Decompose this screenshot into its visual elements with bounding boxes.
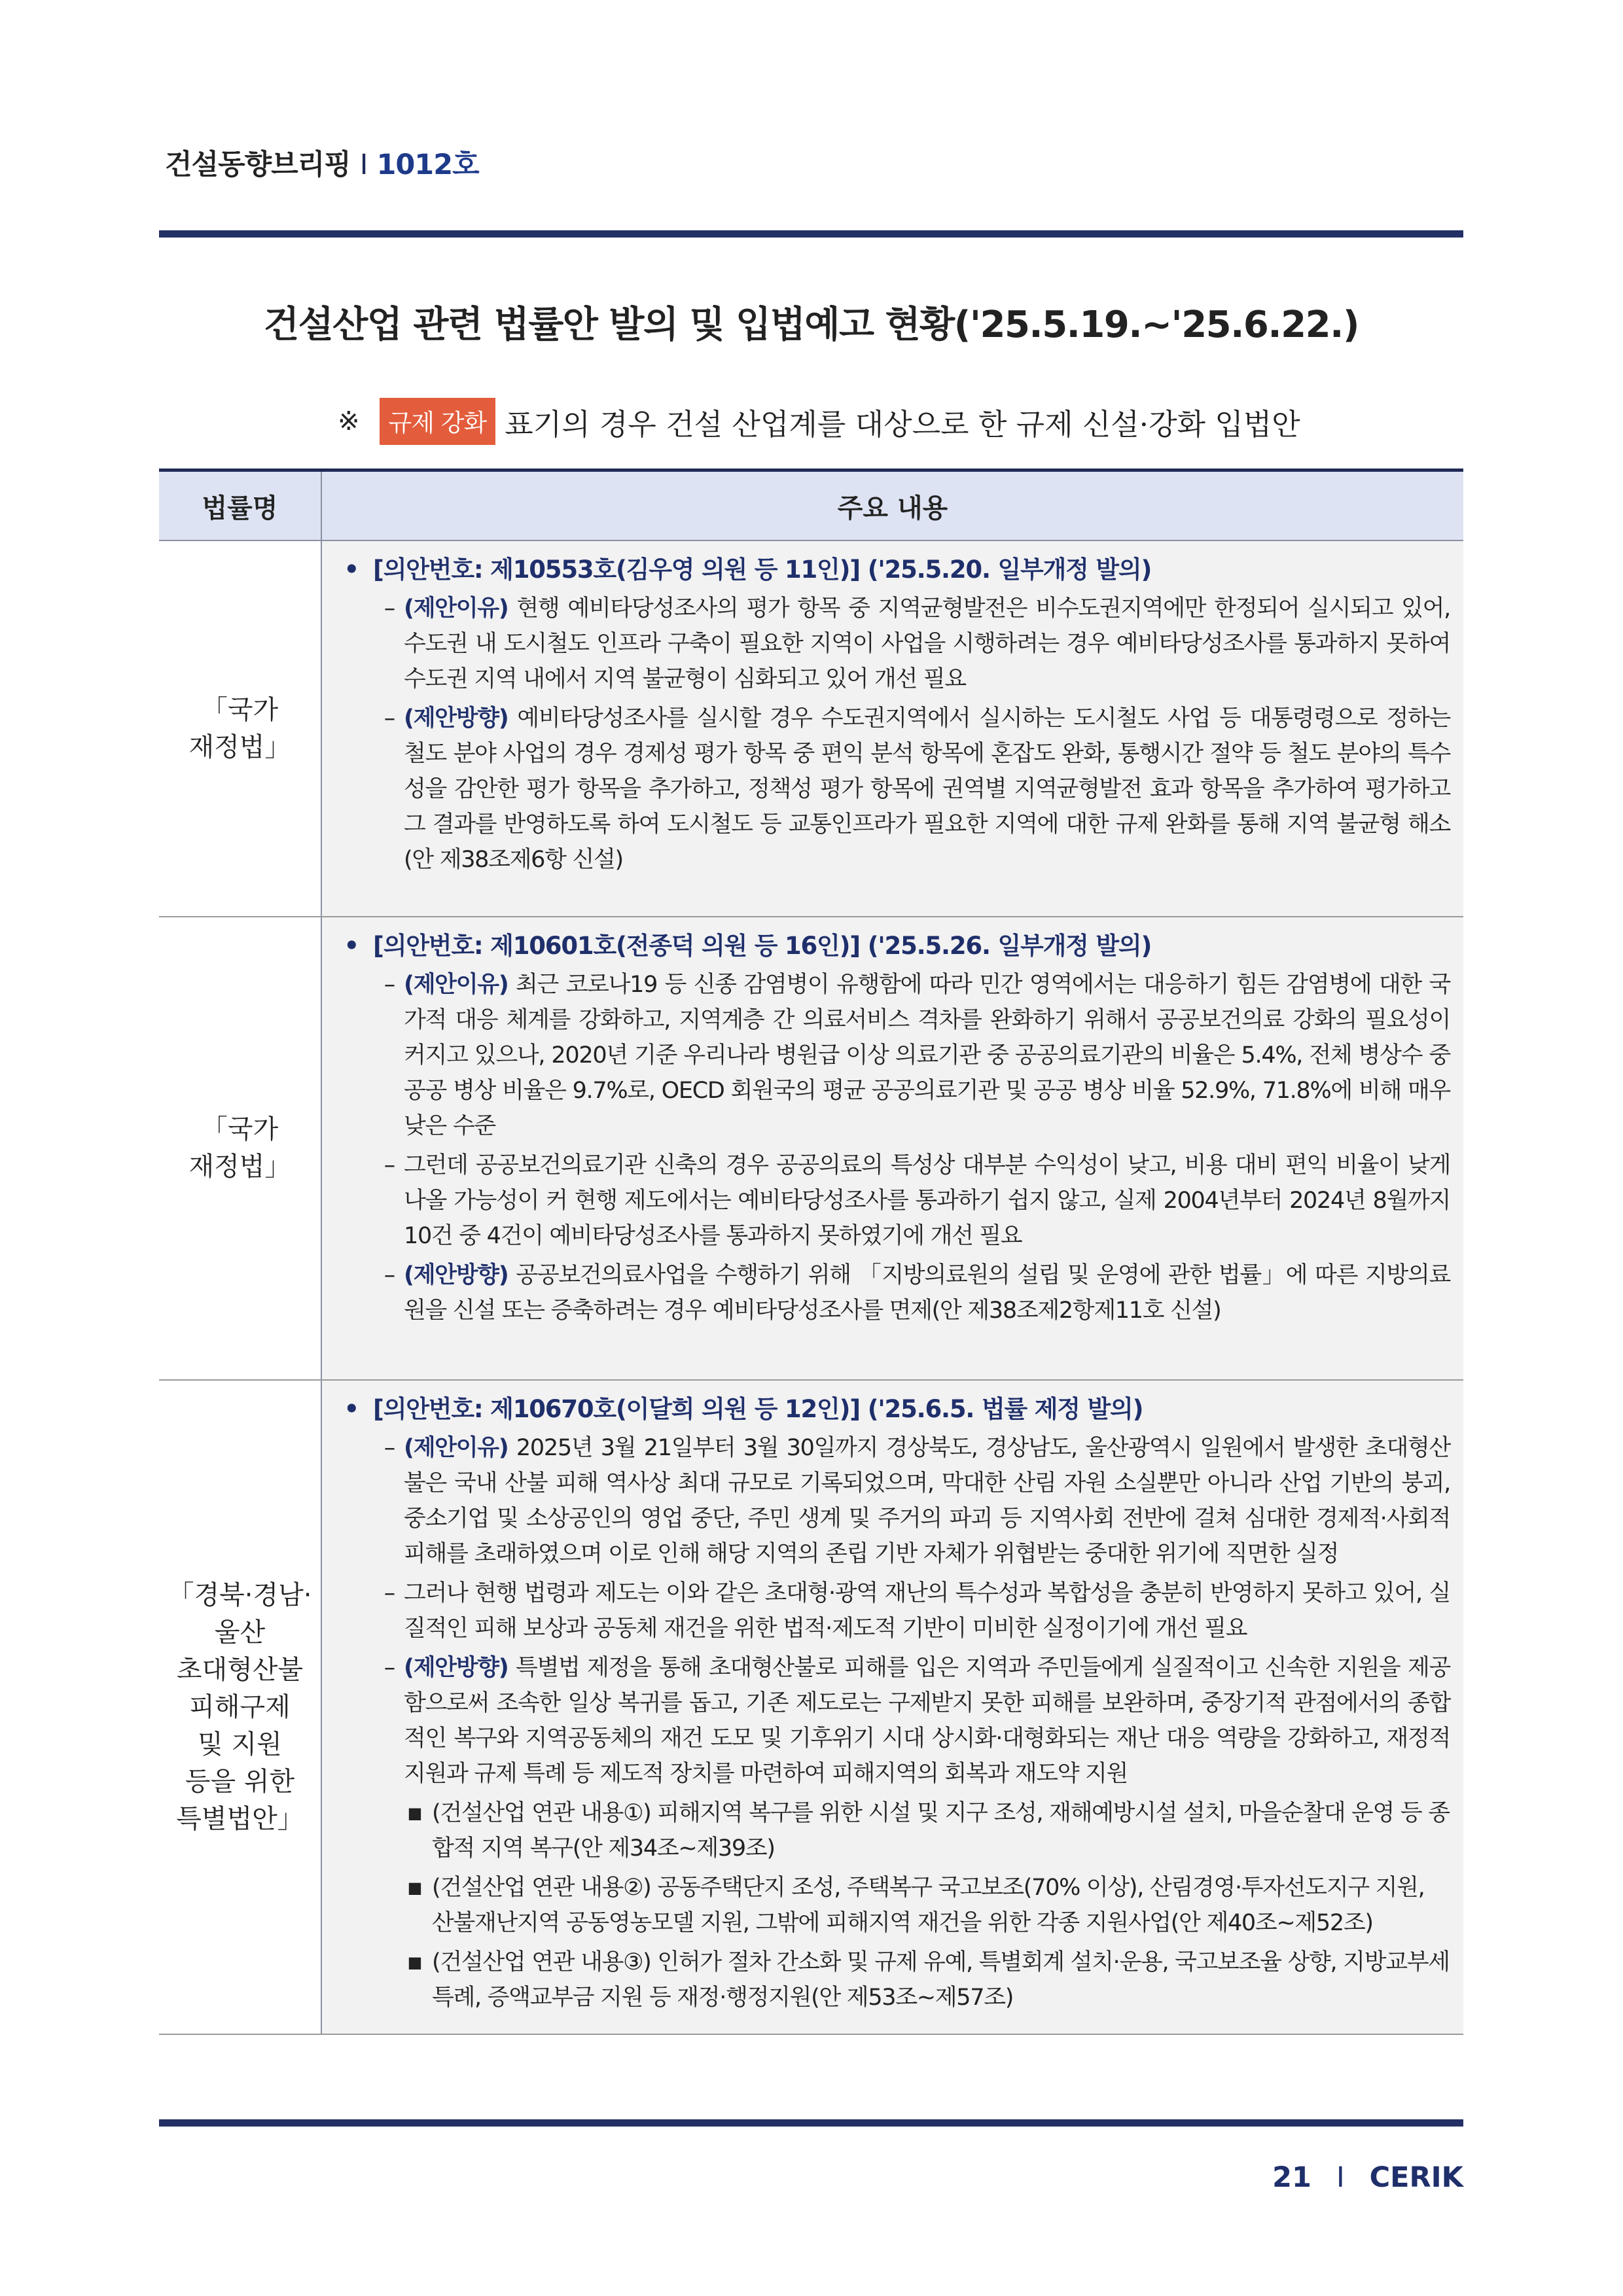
bill-header: [322, 929, 1450, 963]
bill-header: [322, 1392, 1450, 1426]
paragraph-label: (제안이유): [404, 595, 508, 622]
paragraph-text: 그러나 현행 법령과 제도는 이와 같은 초대형·광역 재난의 특수성과 복합성을 충분히 반영하지 못하고 있어, 실질적인 피해 보상과 공동체 재건을 위한 법적·제도적 기반이 미비한 실정이기에 개선 필요: [404, 1580, 1450, 1642]
paragraph-label: (제안이유): [404, 972, 508, 998]
square-bullet-icon: ■: [407, 1879, 421, 1897]
top-rule: [159, 230, 1463, 238]
page-footer: [1272, 2161, 1463, 2194]
bullet-icon: •: [344, 932, 359, 960]
sub-item: [322, 1870, 1450, 1941]
content-paragraph: [322, 701, 1450, 877]
column-header-law: 법률명: [159, 470, 321, 541]
law-name-cell: [159, 917, 321, 1380]
legend-text: 표기의 경우 건설 산업계를 대상으로 한 규제 신설·강화 입법안: [505, 406, 1300, 442]
sub-item-text: (건설산업 연관 내용②) 공동주택단지 조성, 주택복구 국고보조(70% 이상), 산림경영·투자선도지구 지원, 산불재난지역 공동영농모델 지원, 그밖에 피해지역 재건을 위한 각종 지원사업(안 제40조~제52조): [432, 1875, 1425, 1936]
sub-item-text: (건설산업 연관 내용③) 인허가 절차 간소화 및 규제 유예, 특별회계 설치·운용, 국고보조율 상향, 지방교부세 특례, 증액교부금 지원 등 재정·행정지원(안 제53조~제57조): [432, 1949, 1450, 2011]
reference-mark: ※: [338, 406, 360, 436]
law-name: 「국가 재정법」: [188, 1114, 291, 1182]
bill-info: [의안번호: 제10670호(이달희 의원 등 12인)] ('25.6.5. 법률 제정 발의): [373, 1395, 1143, 1423]
content-paragraph: [322, 967, 1450, 1144]
paragraph-text: 그런데 공공보건의료기관 신축의 경우 공공의료의 특성상 대부분 수익성이 낮고, 비용 대비 편익 비율이 낮게 나올 가능성이 커 현행 제도에서는 예비타당성조사를 통과하기 쉽지 않고, 실제 2004년부터 2024년 8월까지 10건 중 4건이 예비타당성조사를 통과하지 못하였기에 개선 필요: [404, 1152, 1450, 1249]
dash-marker: –: [383, 1435, 395, 1461]
table-row: [159, 917, 1463, 1380]
paragraph-body: [404, 1576, 1450, 1646]
content-cell: [321, 540, 1463, 917]
paragraph-label: (제안이유): [404, 1435, 508, 1461]
bottom-rule: [159, 2119, 1463, 2127]
page-number: 21: [1272, 2161, 1311, 2194]
content-paragraph: [322, 1258, 1450, 1328]
column-header-content: 주요 내용: [321, 470, 1463, 541]
bullet-icon: •: [344, 556, 359, 584]
dash-marker: –: [383, 1580, 395, 1606]
bill-header: [322, 553, 1450, 587]
bill-info: [의안번호: 제10553호(김우영 의원 등 11인)] ('25.5.20. 일부개정 발의): [373, 556, 1152, 584]
content-cell: [321, 917, 1463, 1380]
paragraph-text: 공공보건의료사업을 수행하기 위해 「지방의료원의 설립 및 운영에 관한 법률」에 따른 지방의료원을 신설 또는 증축하려는 경우 예비타당성조사를 면제(안 제38조제2항제11호 신설): [404, 1262, 1450, 1324]
bullet-icon: •: [344, 1395, 359, 1423]
publication-name: 건설동향브리핑: [165, 149, 351, 181]
page-title: 건설산업 관련 법률안 발의 및 입법예고 현황('25.5.19.~'25.6.22.): [264, 304, 1359, 346]
paragraph-text: 2025년 3월 21일부터 3월 30일까지 경상북도, 경상남도, 울산광역시 일원에서 발생한 초대형산불은 국내 산불 피해 역사상 최대 규모로 기록되었으며, 막대한 산림 자원 소실뿐만 아니라 산업 기반의 붕괴, 중소기업 및 소상공인의 영업 중단, 주민 생계 및 주거의 파괴 등 지역사회 전반에 걸쳐 심대한 경제적·사회적 피해를 초래하였으며 이로 인해 해당 지역의 존립 기반 자체가 위협받는 중대한 위기에 직면한 실정: [404, 1435, 1450, 1567]
content-cell: [321, 1380, 1463, 2034]
dash-marker: –: [383, 972, 395, 998]
paragraph-text: 최근 코로나19 등 신종 감염병이 유행함에 따라 민간 영역에서는 대응하기 힘든 감염병에 대한 국가적 대응 체계를 강화하고, 지역계층 간 의료서비스 격차를 완화하기 위해서 공공보건의료 강화의 필요성이 커지고 있으나, 2020년 기준 우리나라 병원급 이상 의료기관 중 공공의료기관의 비율은 5.4%, 전체 병상수 중 공공 병상 비율은 9.7%로, OECD 회원국의 평균 공공의료기관 및 공공 병상 비율 52.9%, 71.8%에 비해 매우 낮은 수준: [404, 972, 1450, 1139]
paragraph-body: [404, 1650, 1450, 1792]
dash-marker: –: [383, 1655, 395, 1681]
square-bullet-icon: ■: [407, 1804, 421, 1822]
law-name: 「경북·경남· 울산 초대형산불 피해구제 및 지원 등을 위한 특별법안」: [168, 1580, 312, 1834]
legend-note: [338, 398, 1300, 445]
dash-marker: –: [383, 1262, 395, 1288]
table-row: [159, 1380, 1463, 2034]
sub-item: [322, 1945, 1450, 2015]
regulation-badge: 규제 강화: [380, 398, 496, 445]
bill-table: [159, 468, 1463, 2035]
dash-marker: –: [383, 595, 395, 622]
dash-marker: –: [383, 705, 395, 732]
paragraph-label: (제안방향): [404, 1655, 508, 1681]
law-name: 「국가 재정법」: [188, 694, 291, 762]
bill-info: [의안번호: 제10601호(전종덕 의원 등 16인)] ('25.5.26. 일부개정 발의): [373, 932, 1152, 960]
issue-number: 1012호: [376, 149, 479, 181]
content-paragraph: [322, 1430, 1450, 1572]
paragraph-body: [404, 701, 1450, 877]
paragraph-body: [404, 591, 1450, 697]
paragraph-body: [404, 1258, 1450, 1328]
running-header: [165, 143, 479, 183]
table-row: [159, 540, 1463, 917]
dash-marker: –: [383, 1152, 395, 1178]
paragraph-text: 현행 예비타당성조사의 평가 항목 중 지역균형발전은 비수도권지역에만 한정되어 실시되고 있어, 수도권 내 도시철도 인프라 구축이 필요한 지역이 사업을 시행하려는 경우 예비타당성조사를 통과하지 못하여 수도권 지역 내에서 지역 불균형이 심화되고 있어 개선 필요: [404, 595, 1450, 692]
paragraph-text: 예비타당성조사를 실시할 경우 수도권지역에서 실시하는 도시철도 사업 등 대통령령으로 정하는 철도 분야 사업의 경우 경제성 평가 항목 중 편익 분석 항목에 혼잡도 완화, 통행시간 절약 등 철도 분야의 특수성을 감안한 평가 항목을 추가하고, 정책성 평가 항목에 권역별 지역균형발전 효과 항목을 추가하여 평가하고 그 결과를 반영하도록 하여 도시철도 등 교통인프라가 필요한 지역에 대한 규제 완화를 통해 지역 불균형 해소(안 제38조제6항 신설): [404, 705, 1450, 873]
paragraph-body: [404, 1430, 1450, 1572]
square-bullet-icon: ■: [407, 1953, 421, 1971]
law-name-cell: [159, 1380, 321, 2034]
paragraph-label: (제안방향): [404, 705, 508, 732]
footer-separator: I: [1336, 2161, 1345, 2194]
content-paragraph: [322, 591, 1450, 697]
content-paragraph: [322, 1148, 1450, 1254]
paragraph-text: 특별법 제정을 통해 초대형산불로 피해를 입은 지역과 주민들에게 실질적이고 신속한 지원을 제공함으로써 조속한 일상 복귀를 돕고, 기존 제도로는 구제받지 못한 피해를 보완하며, 중장기적 관점에서의 종합적인 복구와 지역공동체의 재건 도모 및 기후위기 시대 상시화·대형화되는 재난 대응 역량을 강화하고, 재정적 지원과 규제 특례 등 제도적 장치를 마련하여 피해지역의 회복과 재도약 지원: [404, 1655, 1450, 1787]
content-paragraph: [322, 1576, 1450, 1646]
paragraph-body: [404, 967, 1450, 1144]
sub-item: [322, 1795, 1450, 1866]
law-name-cell: [159, 540, 321, 917]
org-name: CERIK: [1369, 2161, 1463, 2194]
header-separator: I: [359, 149, 368, 181]
table-header-row: [159, 470, 1463, 541]
paragraph-body: [404, 1148, 1450, 1254]
sub-item-text: (건설산업 연관 내용①) 피해지역 복구를 위한 시설 및 지구 조성, 재해예방시설 설치, 마을순찰대 운영 등 종합적 지역 복구(안 제34조~제39조): [432, 1800, 1450, 1862]
content-paragraph: [322, 1650, 1450, 1792]
paragraph-label: (제안방향): [404, 1262, 508, 1288]
